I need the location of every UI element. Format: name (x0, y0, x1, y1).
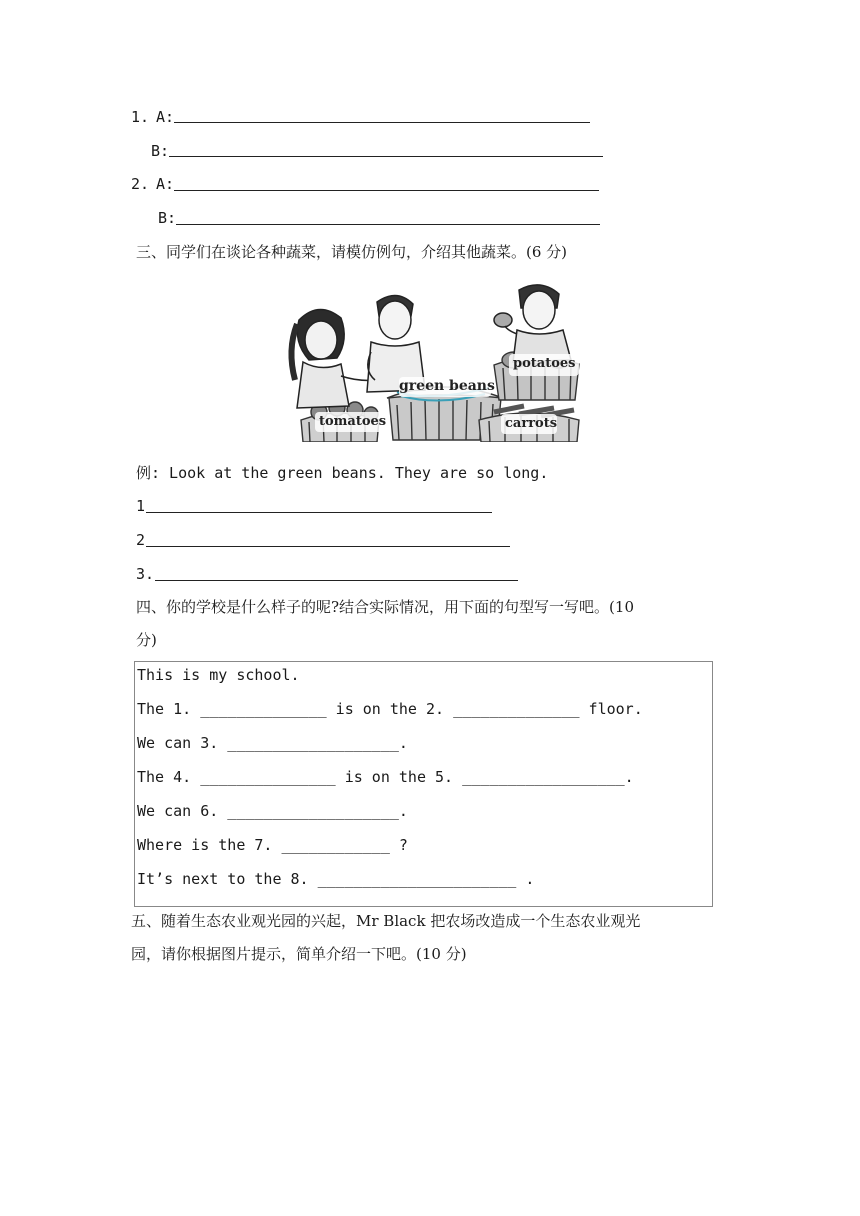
q2-a-answer-line[interactable] (174, 190, 599, 191)
q2-speaker-b: B: (158, 209, 177, 227)
section3-answer-line-3[interactable] (155, 580, 518, 581)
school-line-5[interactable]: We can 6. ___________________. (137, 802, 408, 820)
q2-speaker-a: A: (156, 175, 175, 193)
school-line-6[interactable]: Where is the 7. ____________ ? (137, 836, 408, 854)
vegetables-illustration (279, 280, 581, 442)
q2-number: 2. (131, 175, 150, 193)
school-line-1: This is my school. (137, 666, 300, 684)
school-line-4[interactable]: The 4. _______________ is on the 5. __________________. (137, 768, 634, 786)
section5-title-line2: 园，请你根据图片提示，简单介绍一下吧。(10 分) (131, 945, 467, 963)
section3-item-3: 3. (136, 565, 155, 583)
section3-title: 三、同学们在谈论各种蔬菜，请模仿例句，介绍其他蔬菜。(6 分) (136, 243, 568, 261)
section3-item-1: 1 (136, 497, 146, 515)
school-line-2[interactable]: The 1. ______________ is on the 2. ______________ floor. (137, 700, 643, 718)
q1-speaker-a: A: (156, 108, 175, 126)
q1-number: 1. (131, 108, 150, 126)
school-line-3[interactable]: We can 3. ___________________. (137, 734, 408, 752)
q1-speaker-b: B: (151, 142, 170, 160)
section3-answer-line-1[interactable] (146, 512, 492, 513)
section3-example: 例: Look at the green beans. They are so long. (136, 464, 549, 482)
q1-b-answer-line[interactable] (169, 156, 603, 157)
section3-answer-line-2[interactable] (146, 546, 510, 547)
label-tomatoes: tomatoes (319, 414, 387, 429)
q1-a-answer-line[interactable] (174, 122, 590, 123)
label-green-beans: green beans (399, 378, 495, 394)
q2-b-answer-line[interactable] (176, 224, 600, 225)
label-carrots: carrots (505, 416, 558, 431)
label-potatoes: potatoes (513, 356, 576, 371)
section4-title-line2: 分) (136, 631, 157, 649)
school-line-7[interactable]: It’s next to the 8. ______________________ . (137, 870, 535, 888)
section3-item-2: 2 (136, 531, 146, 549)
section4-title-line1: 四、你的学校是什么样子的呢?结合实际情况，用下面的句型写一写吧。(10 (136, 598, 634, 616)
section5-title-line1: 五、随着生态农业观光园的兴起，Mr Black 把农场改造成一个生态农业观光 (131, 912, 641, 930)
